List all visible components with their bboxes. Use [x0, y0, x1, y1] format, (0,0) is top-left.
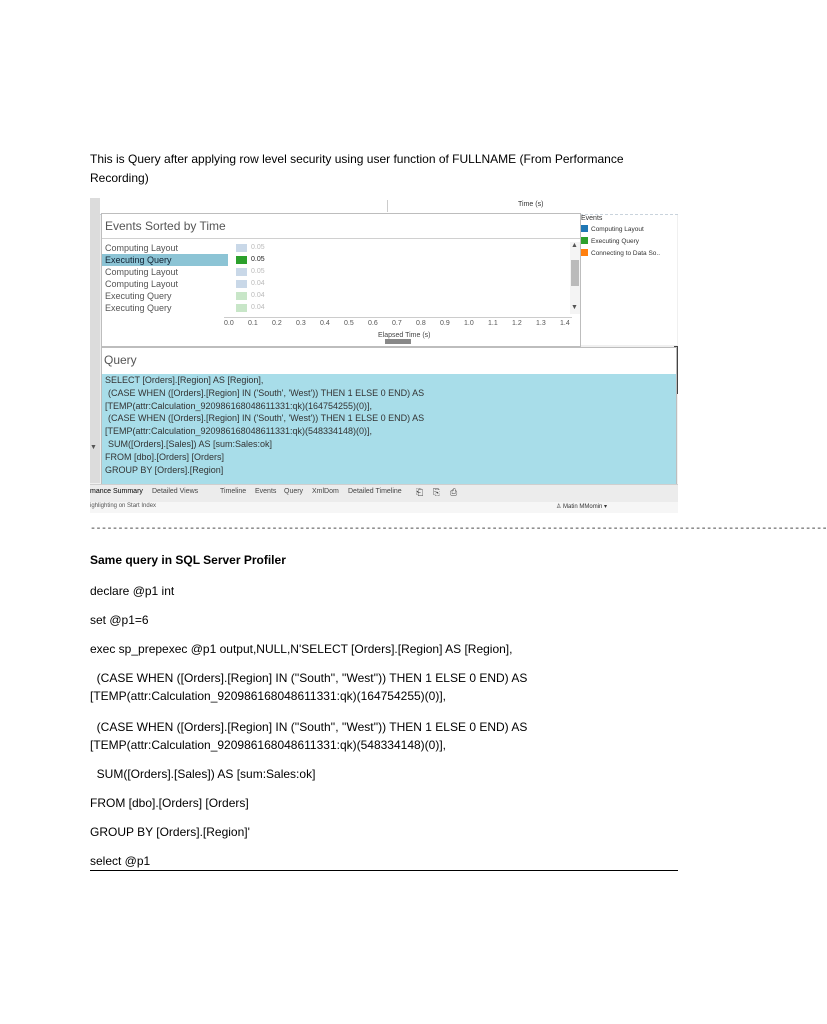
event-bar-row [234, 278, 574, 290]
export-icon[interactable]: ⎗ [416, 487, 424, 497]
events-scrollbar[interactable] [570, 242, 580, 314]
sql-line: set @p1=6 [90, 613, 149, 627]
bottom-rule [90, 870, 678, 871]
legend-label: Computing Layout [591, 226, 644, 233]
view-tab[interactable]: Timeline [220, 488, 247, 495]
x-tick-label: 0.8 [416, 320, 426, 327]
sql-line: (CASE WHEN ([Orders].[Region] IN (''South'', ''West'')) THEN 1 ELSE 0 END) AS [90, 720, 528, 734]
sql-line: select @p1 [90, 854, 151, 868]
query-line: SELECT [Orders].[Region] AS [Region], [105, 375, 264, 385]
sql-profiler-heading: Same query in SQL Server Profiler [90, 553, 286, 567]
event-row[interactable]: Executing Query [105, 303, 172, 313]
scroll-up-icon[interactable]: ▲ [571, 242, 578, 249]
legend-title: Events [581, 215, 603, 222]
x-tick-label: 0.5 [344, 320, 354, 327]
x-tick-label: 0.2 [272, 320, 282, 327]
time-header-label: Time (s) [518, 201, 544, 208]
x-tick-label: 0.0 [224, 320, 234, 327]
query-line: SUM([Orders].[Sales]) AS [sum:Sales:ok] [108, 438, 273, 449]
sql-paragraph [90, 718, 680, 754]
sql-paragraph [90, 794, 680, 812]
x-tick-label: 0.1 [248, 320, 258, 327]
user-menu[interactable]: ♙ Matin MMomin ▾ [556, 504, 608, 510]
event-bar [236, 268, 247, 276]
x-tick-label: 0.9 [440, 320, 450, 327]
x-tick-label: 0.6 [368, 320, 378, 327]
events-panel [101, 213, 581, 347]
x-tick-label: 1.4 [560, 320, 570, 327]
event-bar-row [234, 290, 574, 302]
event-row[interactable]: Computing Layout [105, 279, 179, 289]
event-bar-row [234, 302, 574, 314]
events-legend [581, 215, 677, 345]
event-row[interactable]: Computing Layout [105, 243, 179, 253]
query-line: FROM [dbo].[Orders] [Orders] [105, 451, 225, 462]
sql-line: [TEMP(attr:Calculation_920986168048611331:qk)(164754255)(0)], [90, 689, 447, 703]
dashed-separator: -------------------------------------------------------------------------------------------------------------------------------------- [90, 524, 827, 535]
event-bar [236, 256, 247, 264]
x-tick-label: 0.7 [392, 320, 402, 327]
query-panel [101, 347, 677, 486]
sql-paragraph [90, 640, 680, 658]
sql-line: SUM([Orders].[Sales]) AS [sum:Sales:ok] [90, 767, 316, 781]
timeline-divider [387, 200, 388, 212]
view-tab[interactable]: mance Summary [90, 488, 143, 495]
query-line: GROUP BY [Orders].[Region] [105, 464, 224, 475]
event-bar [236, 244, 247, 252]
events-panel-title: Events Sorted by Time [105, 219, 226, 233]
user-name: Matin MMomin [563, 504, 603, 510]
status-bar [90, 502, 678, 513]
query-line: (CASE WHEN ([Orders].[Region] IN ('South', 'West')) THEN 1 ELSE 0 END) AS [108, 387, 425, 398]
sql-line: exec sp_prepexec @p1 output,NULL,N'SELECT [Orders].[Region] AS [Region], [90, 642, 513, 656]
sql-paragraph [90, 669, 680, 705]
x-tick-label: 1.1 [488, 320, 498, 327]
query-line: [TEMP(attr:Calculation_920986168048611331:qk)(164754255)(0)], [105, 400, 373, 411]
x-tick-label: 1.0 [464, 320, 474, 327]
x-axis-line [224, 317, 572, 318]
sql-line: (CASE WHEN ([Orders].[Region] IN (''South'', ''West'')) THEN 1 ELSE 0 END) AS [90, 671, 528, 685]
events-list [102, 242, 228, 314]
performance-recording-screenshot [90, 198, 678, 513]
legend-items [581, 225, 677, 261]
event-bar-row [234, 242, 574, 254]
event-row[interactable]: Executing Query [105, 291, 172, 301]
view-tab-bar [90, 484, 678, 502]
legend-item [581, 225, 677, 237]
x-tick-label: 1.3 [536, 320, 546, 327]
scroll-thumb[interactable] [571, 260, 579, 286]
event-bar-row [234, 254, 574, 266]
status-text: ighlighting on Start Index [90, 503, 157, 509]
sql-paragraph [90, 582, 680, 600]
event-bar-value: 0.05 [251, 268, 265, 275]
legend-swatch [581, 225, 588, 232]
x-tick-label: 1.2 [512, 320, 522, 327]
x-tick-label: 0.4 [320, 320, 330, 327]
event-bar [236, 304, 247, 312]
events-bars [234, 242, 574, 314]
event-row[interactable]: Computing Layout [105, 267, 179, 277]
sql-line: GROUP BY [Orders].[Region]' [90, 825, 250, 839]
sql-paragraph [90, 765, 680, 783]
view-tab[interactable]: Detailed Views [152, 488, 199, 495]
view-tab[interactable]: Events [255, 488, 277, 495]
query-text-area[interactable] [102, 374, 676, 485]
legend-label: Connecting to Data So.. [591, 250, 661, 257]
horizontal-scroll-thumb[interactable] [385, 339, 411, 344]
query-line: [TEMP(attr:Calculation_920986168048611331:qk)(548334148)(0)], [105, 426, 373, 437]
intro-paragraph: This is Query after applying row level security using user function of FULLNAME (From Performance Recording) [90, 152, 624, 185]
query-line: (CASE WHEN ([Orders].[Region] IN ('South', 'West')) THEN 1 ELSE 0 END) AS [108, 413, 425, 424]
x-tick-label: 0.3 [296, 320, 306, 327]
chevron-down-icon[interactable]: ▼ [90, 444, 97, 451]
legend-swatch [581, 249, 588, 256]
divider [102, 238, 580, 239]
sql-line: declare @p1 int [90, 584, 175, 598]
export-image-icon[interactable]: ⎘ [433, 487, 441, 497]
view-tab[interactable]: XmlDom [312, 488, 339, 495]
event-bar [236, 280, 247, 288]
event-bar-value: 0.04 [251, 292, 265, 299]
sql-paragraph [90, 823, 680, 841]
view-tab[interactable]: Detailed Timeline [348, 488, 402, 495]
event-bar-value: 0.04 [251, 280, 265, 287]
left-strip [90, 198, 100, 483]
event-bar-value: 0.05 [251, 244, 265, 251]
query-panel-title: Query [104, 353, 137, 367]
sql-paragraph [90, 852, 680, 870]
legend-swatch [581, 237, 588, 244]
legend-item [581, 249, 677, 261]
view-tab[interactable]: Query [284, 488, 304, 495]
x-axis-label: Elapsed Time (s) [378, 332, 431, 339]
event-bar-value: 0.04 [251, 304, 265, 311]
sql-paragraph [90, 611, 680, 629]
legend-label: Executing Query [591, 238, 640, 245]
export-data-icon[interactable]: ⎙ [450, 487, 458, 497]
event-row[interactable]: Executing Query [102, 254, 228, 266]
sql-line: FROM [dbo].[Orders] [Orders] [90, 796, 249, 810]
scroll-down-icon[interactable]: ▼ [571, 304, 578, 311]
event-bar [236, 292, 247, 300]
x-axis-ticks [224, 320, 572, 330]
event-bar-row [234, 266, 574, 278]
event-bar-value: 0.05 [251, 256, 265, 263]
legend-item [581, 237, 677, 249]
sql-line: [TEMP(attr:Calculation_920986168048611331:qk)(548334148)(0)], [90, 738, 447, 752]
